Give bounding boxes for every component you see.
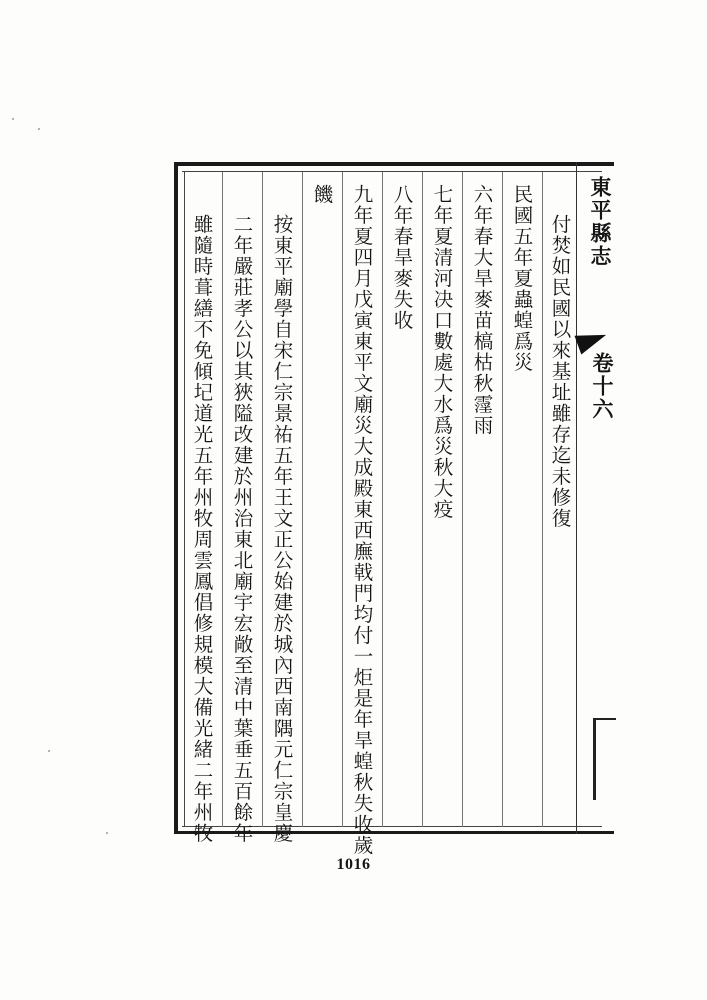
frame-border-top <box>174 162 614 166</box>
text-column-7: 饑 <box>310 184 334 205</box>
column-rule <box>502 172 503 827</box>
scan-speck <box>12 118 14 120</box>
fishtail-mark <box>574 325 609 354</box>
text-column-9: 二年嚴莊孝公以其狹隘改建於州治東北廟宇宏敞至清中葉垂五百餘年 <box>230 214 254 844</box>
column-rule <box>542 172 543 827</box>
text-column-4: 七年夏清河决口數處大水爲災秋大疫 <box>430 184 454 520</box>
book-title: 東平縣志 <box>588 176 613 268</box>
scan-speck <box>38 128 40 130</box>
column-rule <box>262 172 263 827</box>
frame-border-left <box>174 162 178 834</box>
column-rule <box>422 172 423 827</box>
scan-speck <box>48 750 50 752</box>
frame-inner-top <box>182 171 602 172</box>
column-rule <box>222 172 223 827</box>
frame-inner-left <box>184 171 185 827</box>
juan-number: 卷十六 <box>590 352 615 421</box>
text-column-1: 付焚如民國以來基址雖存迄未修復 <box>548 214 572 529</box>
column-rule <box>382 172 383 827</box>
column-rule <box>462 172 463 827</box>
text-column-2: 民國五年夏蟲蝗爲災 <box>510 184 534 373</box>
column-rule <box>342 172 343 827</box>
page-number: 1016 <box>336 856 371 873</box>
text-column-10: 雖隨時葺繕不免傾圮道光五年州牧周雲鳳倡修規模大備光緒二年州牧 <box>190 214 214 844</box>
text-column-5: 八年春旱麥失收 <box>390 184 414 331</box>
page-frame <box>174 162 615 856</box>
text-column-3: 六年春大旱麥苗槁枯秋霪雨 <box>470 184 494 436</box>
text-column-8: 按東平廟學自宋仁宗景祐五年王文正公始建於城內西南隅元仁宗皇慶 <box>270 214 294 844</box>
column-rule <box>302 172 303 827</box>
text-column-6: 九年夏四月戊寅東平文廟災大成殿東西廡戟門均付一炬是年旱蝗秋失收歲 <box>350 184 374 856</box>
margin-block <box>593 718 616 800</box>
scan-speck <box>106 832 108 834</box>
page-margin <box>576 162 615 834</box>
